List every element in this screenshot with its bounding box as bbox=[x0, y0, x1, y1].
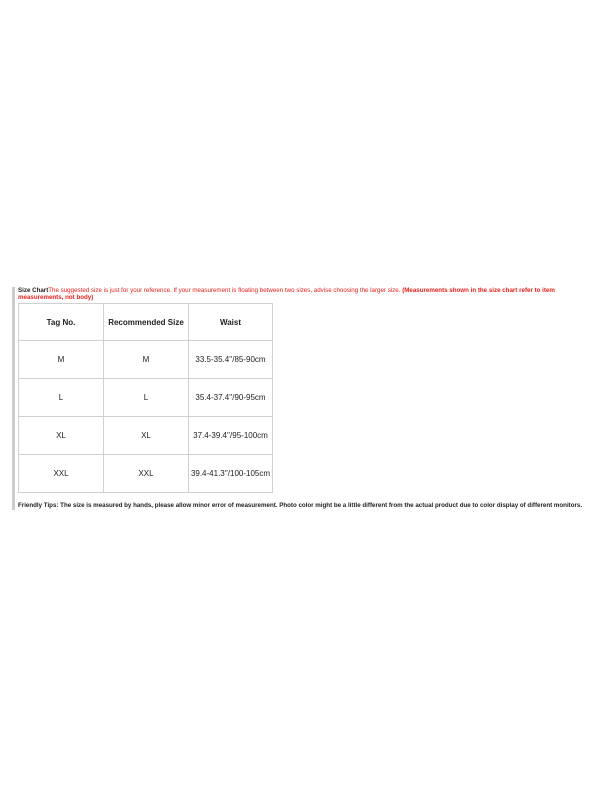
cell-tag: M bbox=[19, 341, 104, 379]
table-row bbox=[19, 341, 273, 379]
header-tag-no: Tag No. bbox=[19, 304, 104, 341]
friendly-tips: Friendly Tips: The size is measured by hands, please allow minor error of measurement. Photo color might be a little different from the actual product due to color display of different monitors. bbox=[18, 502, 583, 510]
cell-waist: 37.4-39.4''/95-100cm bbox=[189, 417, 273, 455]
cell-tag: XXL bbox=[19, 455, 104, 493]
table-header-row bbox=[19, 304, 273, 341]
cell-waist: 39.4-41.3''/100-105cm bbox=[189, 455, 273, 493]
header-waist: Waist bbox=[189, 304, 273, 341]
cell-recommended: M bbox=[104, 341, 189, 379]
cell-waist: 35.4-37.4''/90-95cm bbox=[189, 379, 273, 417]
size-chart-note: The suggested size is just for your reference. If your measurement is floating between two sizes, advise choosing the larger size. bbox=[48, 287, 401, 294]
table-row bbox=[19, 417, 273, 455]
size-chart-measurement-note: (Measurements shown in the size chart refer to item measurements, not body) bbox=[18, 287, 555, 302]
size-chart-section bbox=[12, 287, 598, 510]
size-table bbox=[18, 303, 273, 493]
size-chart-title: Size Chart bbox=[18, 287, 49, 294]
cell-recommended: XXL bbox=[104, 455, 189, 493]
header-recommended-size: Recommended Size bbox=[104, 304, 189, 341]
cell-tag: L bbox=[19, 379, 104, 417]
cell-waist: 33.5-35.4''/85-90cm bbox=[189, 341, 273, 379]
table-row bbox=[19, 455, 273, 493]
table-row bbox=[19, 379, 273, 417]
cell-recommended: XL bbox=[104, 417, 189, 455]
cell-tag: XL bbox=[19, 417, 104, 455]
cell-recommended: L bbox=[104, 379, 189, 417]
size-chart-intro bbox=[18, 287, 598, 301]
